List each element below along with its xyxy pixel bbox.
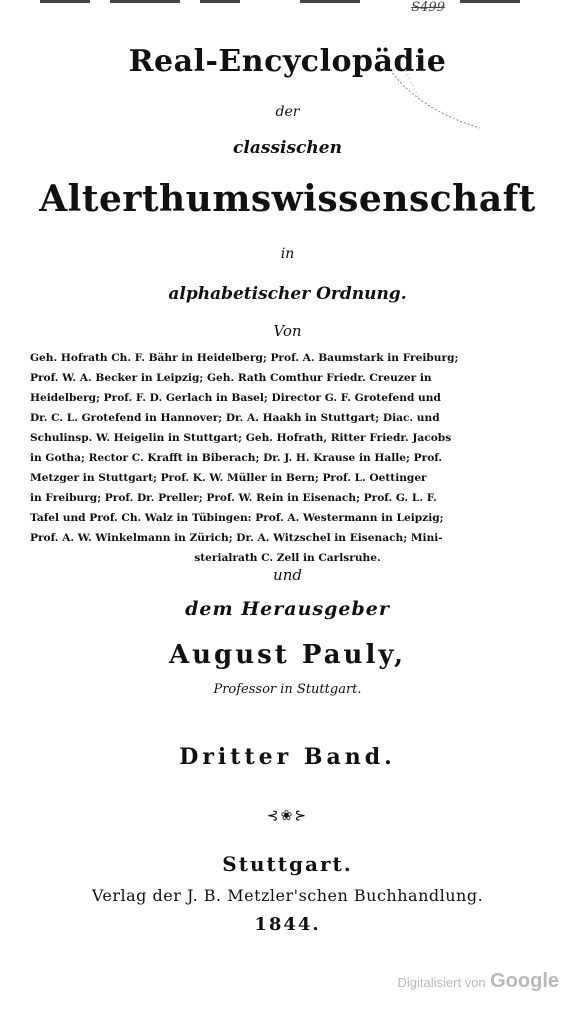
top-edge-marks: [0, 0, 575, 4]
imprint-place: Stuttgart.: [222, 852, 353, 876]
contributors-line: in Freiburg; Prof. Dr. Preller; Prof. W. Rein in Eisenach; Prof. G. L. F.: [30, 492, 437, 504]
contributors-line: sterialrath C. Zell in Carlsruhe.: [194, 552, 381, 564]
contributors-line: in Gotha; Rector C. Krafft in Biberach; Dr. J. H. Krause in Halle; Prof.: [30, 452, 443, 464]
editor-label: dem Herausgeber: [185, 598, 390, 620]
volume-label: Dritter Band.: [179, 744, 396, 770]
title-line-3: classischen: [233, 138, 342, 158]
contributors-line: Schulinsp. W. Heigelin in Stuttgart; Geh. Hofrath, Ritter Friedr. Jacobs: [30, 432, 452, 444]
contributors-line: Prof. A. W. Winkelmann in Zürich; Dr. A. Witzschel in Eisenach; Mini-: [30, 532, 443, 544]
google-logo: Google: [490, 970, 559, 992]
title-line-6: alphabetischer Ordnung.: [168, 284, 407, 304]
contributors-line: Heidelberg; Prof. F. D. Gerlach in Basel; Director G. F. Grotefend und: [30, 392, 441, 404]
editor-und: und: [273, 566, 302, 584]
title-line-1: Real-Encyclopädie: [128, 44, 447, 79]
library-shelfmark: S499: [411, 0, 445, 15]
watermark-prefix: Digitalisiert von: [397, 975, 486, 990]
contributors-line: Tafel und Prof. Ch. Walz in Tübingen: Prof. A. Westermann in Leipzig;: [30, 512, 444, 524]
contributors-list: [30, 348, 545, 568]
google-watermark: [398, 970, 560, 993]
contributors-line: Geh. Hofrath Ch. F. Bähr in Heidelberg; Prof. A. Baumstark in Freiburg;: [30, 352, 459, 364]
contributors-line: Prof. W. A. Becker in Leipzig; Geh. Rath Comthur Friedr. Creuzer in: [30, 372, 432, 384]
editor-role: Professor in Stuttgart.: [213, 682, 362, 697]
editor-name: August Pauly,: [168, 640, 406, 670]
title-line-5: in: [280, 246, 295, 262]
ornament: ⊰❀⊱: [266, 808, 309, 824]
contributors-line: Dr. C. L. Grotefend in Hannover; Dr. A. Haakh in Stuttgart; Diac. und: [30, 412, 440, 424]
imprint-year: 1844.: [254, 914, 321, 935]
title-main: Alterthumswissenschaft: [39, 178, 536, 220]
contributors-line: Metzger in Stuttgart; Prof. K. W. Müller in Bern; Prof. L. Oettinger: [30, 472, 427, 484]
title-line-7: Von: [273, 322, 302, 340]
imprint-publisher: Verlag der J. B. Metzler'schen Buchhandlung.: [91, 886, 484, 905]
title-line-2: der: [275, 104, 300, 120]
